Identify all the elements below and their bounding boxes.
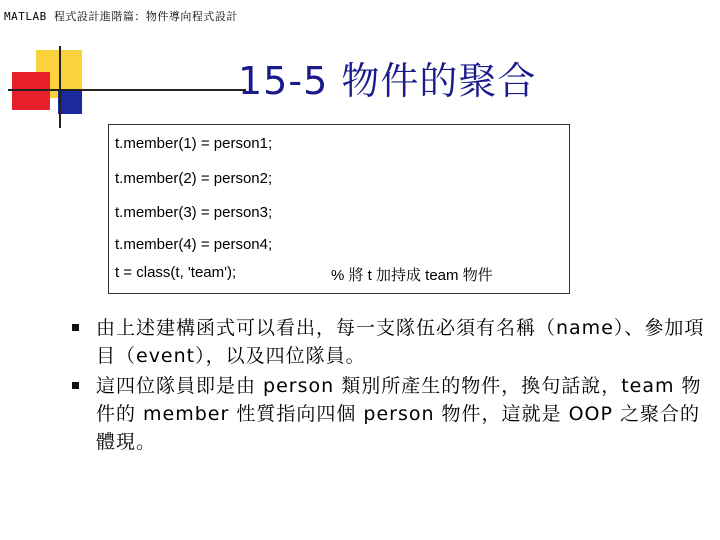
bullet-item — [72, 314, 712, 370]
square-bullet-icon — [72, 382, 79, 389]
code-line: t.member(3) = person3; — [115, 204, 273, 221]
bullet-item — [72, 372, 712, 456]
code-line: t.member(1) = person1; — [115, 135, 273, 152]
header-text: MATLAB 程式設計進階篇：物件導向程式設計 — [4, 10, 238, 23]
blue-square — [58, 90, 82, 114]
square-bullet-icon — [72, 324, 79, 331]
code-comment: % 將 t 加持成 team 物件 — [331, 267, 493, 284]
code-line: t.member(2) = person2; — [115, 170, 273, 187]
bullet-text: 這四位隊員即是由 person 類別所產生的物件，換句話說，team 物件的 member 性質指向四個 person 物件，這就是 OOP 之聚合的體現。 — [96, 375, 702, 453]
vertical-rule — [59, 46, 61, 128]
slide-title: 15-5 物件的聚合 — [238, 59, 537, 103]
red-square — [12, 72, 50, 110]
horizontal-rule — [8, 89, 246, 91]
bullet-list — [72, 314, 712, 458]
code-line: t.member(4) = person4; — [115, 236, 273, 253]
bullet-text: 由上述建構函式可以看出，每一支隊伍必須有名稱（name）、參加項目（event），以及四位隊員。 — [96, 317, 705, 367]
code-box — [108, 124, 570, 294]
code-line: t = class(t, 'team'); — [115, 264, 237, 281]
